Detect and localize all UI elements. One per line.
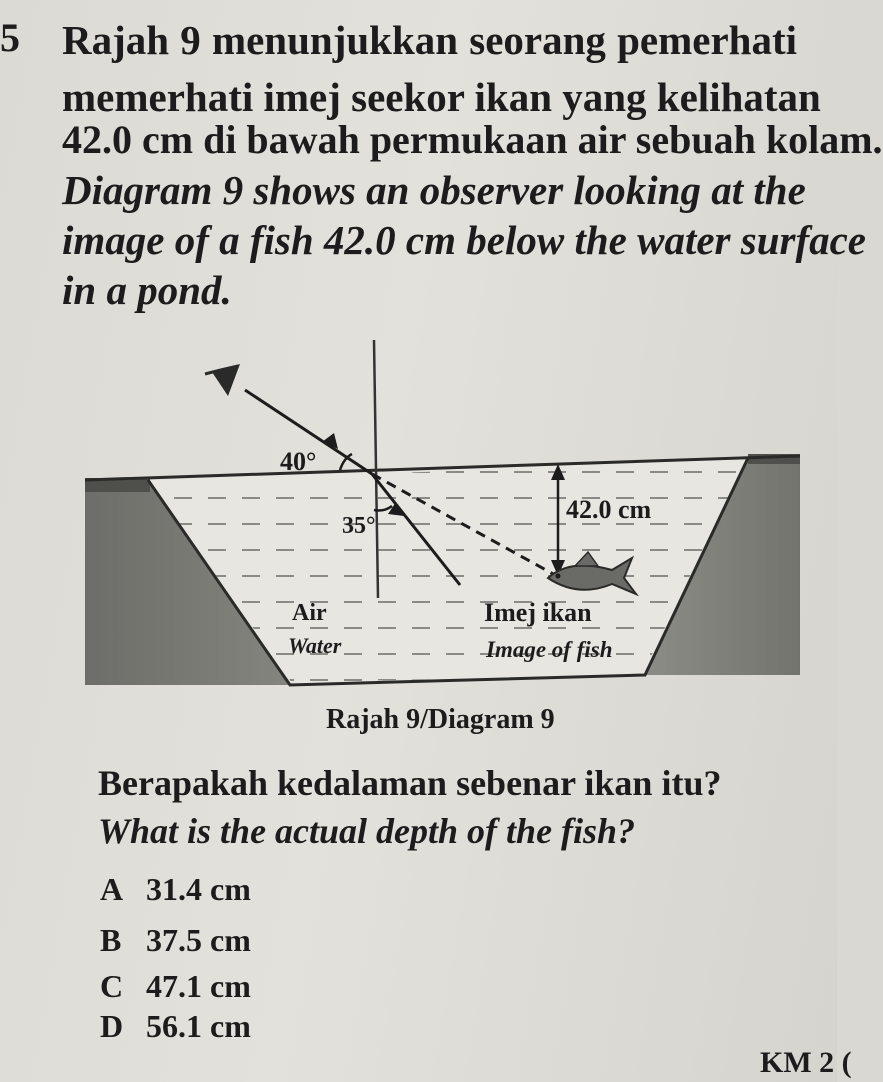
option-letter: B [100,922,122,958]
diagram-caption: Rajah 9/Diagram 9 [326,704,555,735]
option-letter: D [100,1008,124,1044]
depth-label: 42.0 cm [566,495,652,524]
question-text-malay-line-3: 42.0 cm di bawah permukaan air sebuah kolam. [62,117,883,162]
question-text-malay-line-1: Rajah 9 menunjukkan seorang pemerhati [62,17,797,63]
option-text: 31.4 cm [146,871,251,907]
question-number: 5 [0,15,21,60]
eye-icon [205,364,240,396]
water-label: Water [288,633,342,658]
option-letter: C [100,968,124,1004]
option-b[interactable] [100,922,251,959]
page-footer-code: KM 2 ( [760,1046,852,1079]
air-label: Air [292,600,327,626]
option-text: 47.1 cm [146,968,251,1004]
option-c[interactable] [100,968,251,1005]
image-label-english: Image of fish [486,637,613,662]
prompt-english: What is the actual depth of the fish? [98,811,636,851]
prompt-malay: Berapakah kedalaman sebenar ikan itu? [98,763,722,803]
question-text-english-line-1: Diagram 9 shows an observer looking at the [62,167,806,213]
option-a[interactable] [100,871,251,908]
image-label-malay: Imej ikan [484,598,592,627]
angle-label-water: 35° [342,513,376,539]
option-d[interactable] [100,1008,251,1045]
angle-label-air: 40° [280,447,317,476]
question-text-english-line-3: in a pond. [62,267,232,313]
question-text-malay-line-2: memerhati imej seekor ikan yang kelihatan [62,74,821,120]
option-letter: A [100,871,124,907]
option-text: 37.5 cm [146,922,251,958]
pond-diagram [0,330,837,700]
option-text: 56.1 cm [146,1008,251,1044]
question-text-english-line-2: image of a fish 42.0 cm below the water surface [62,217,867,263]
